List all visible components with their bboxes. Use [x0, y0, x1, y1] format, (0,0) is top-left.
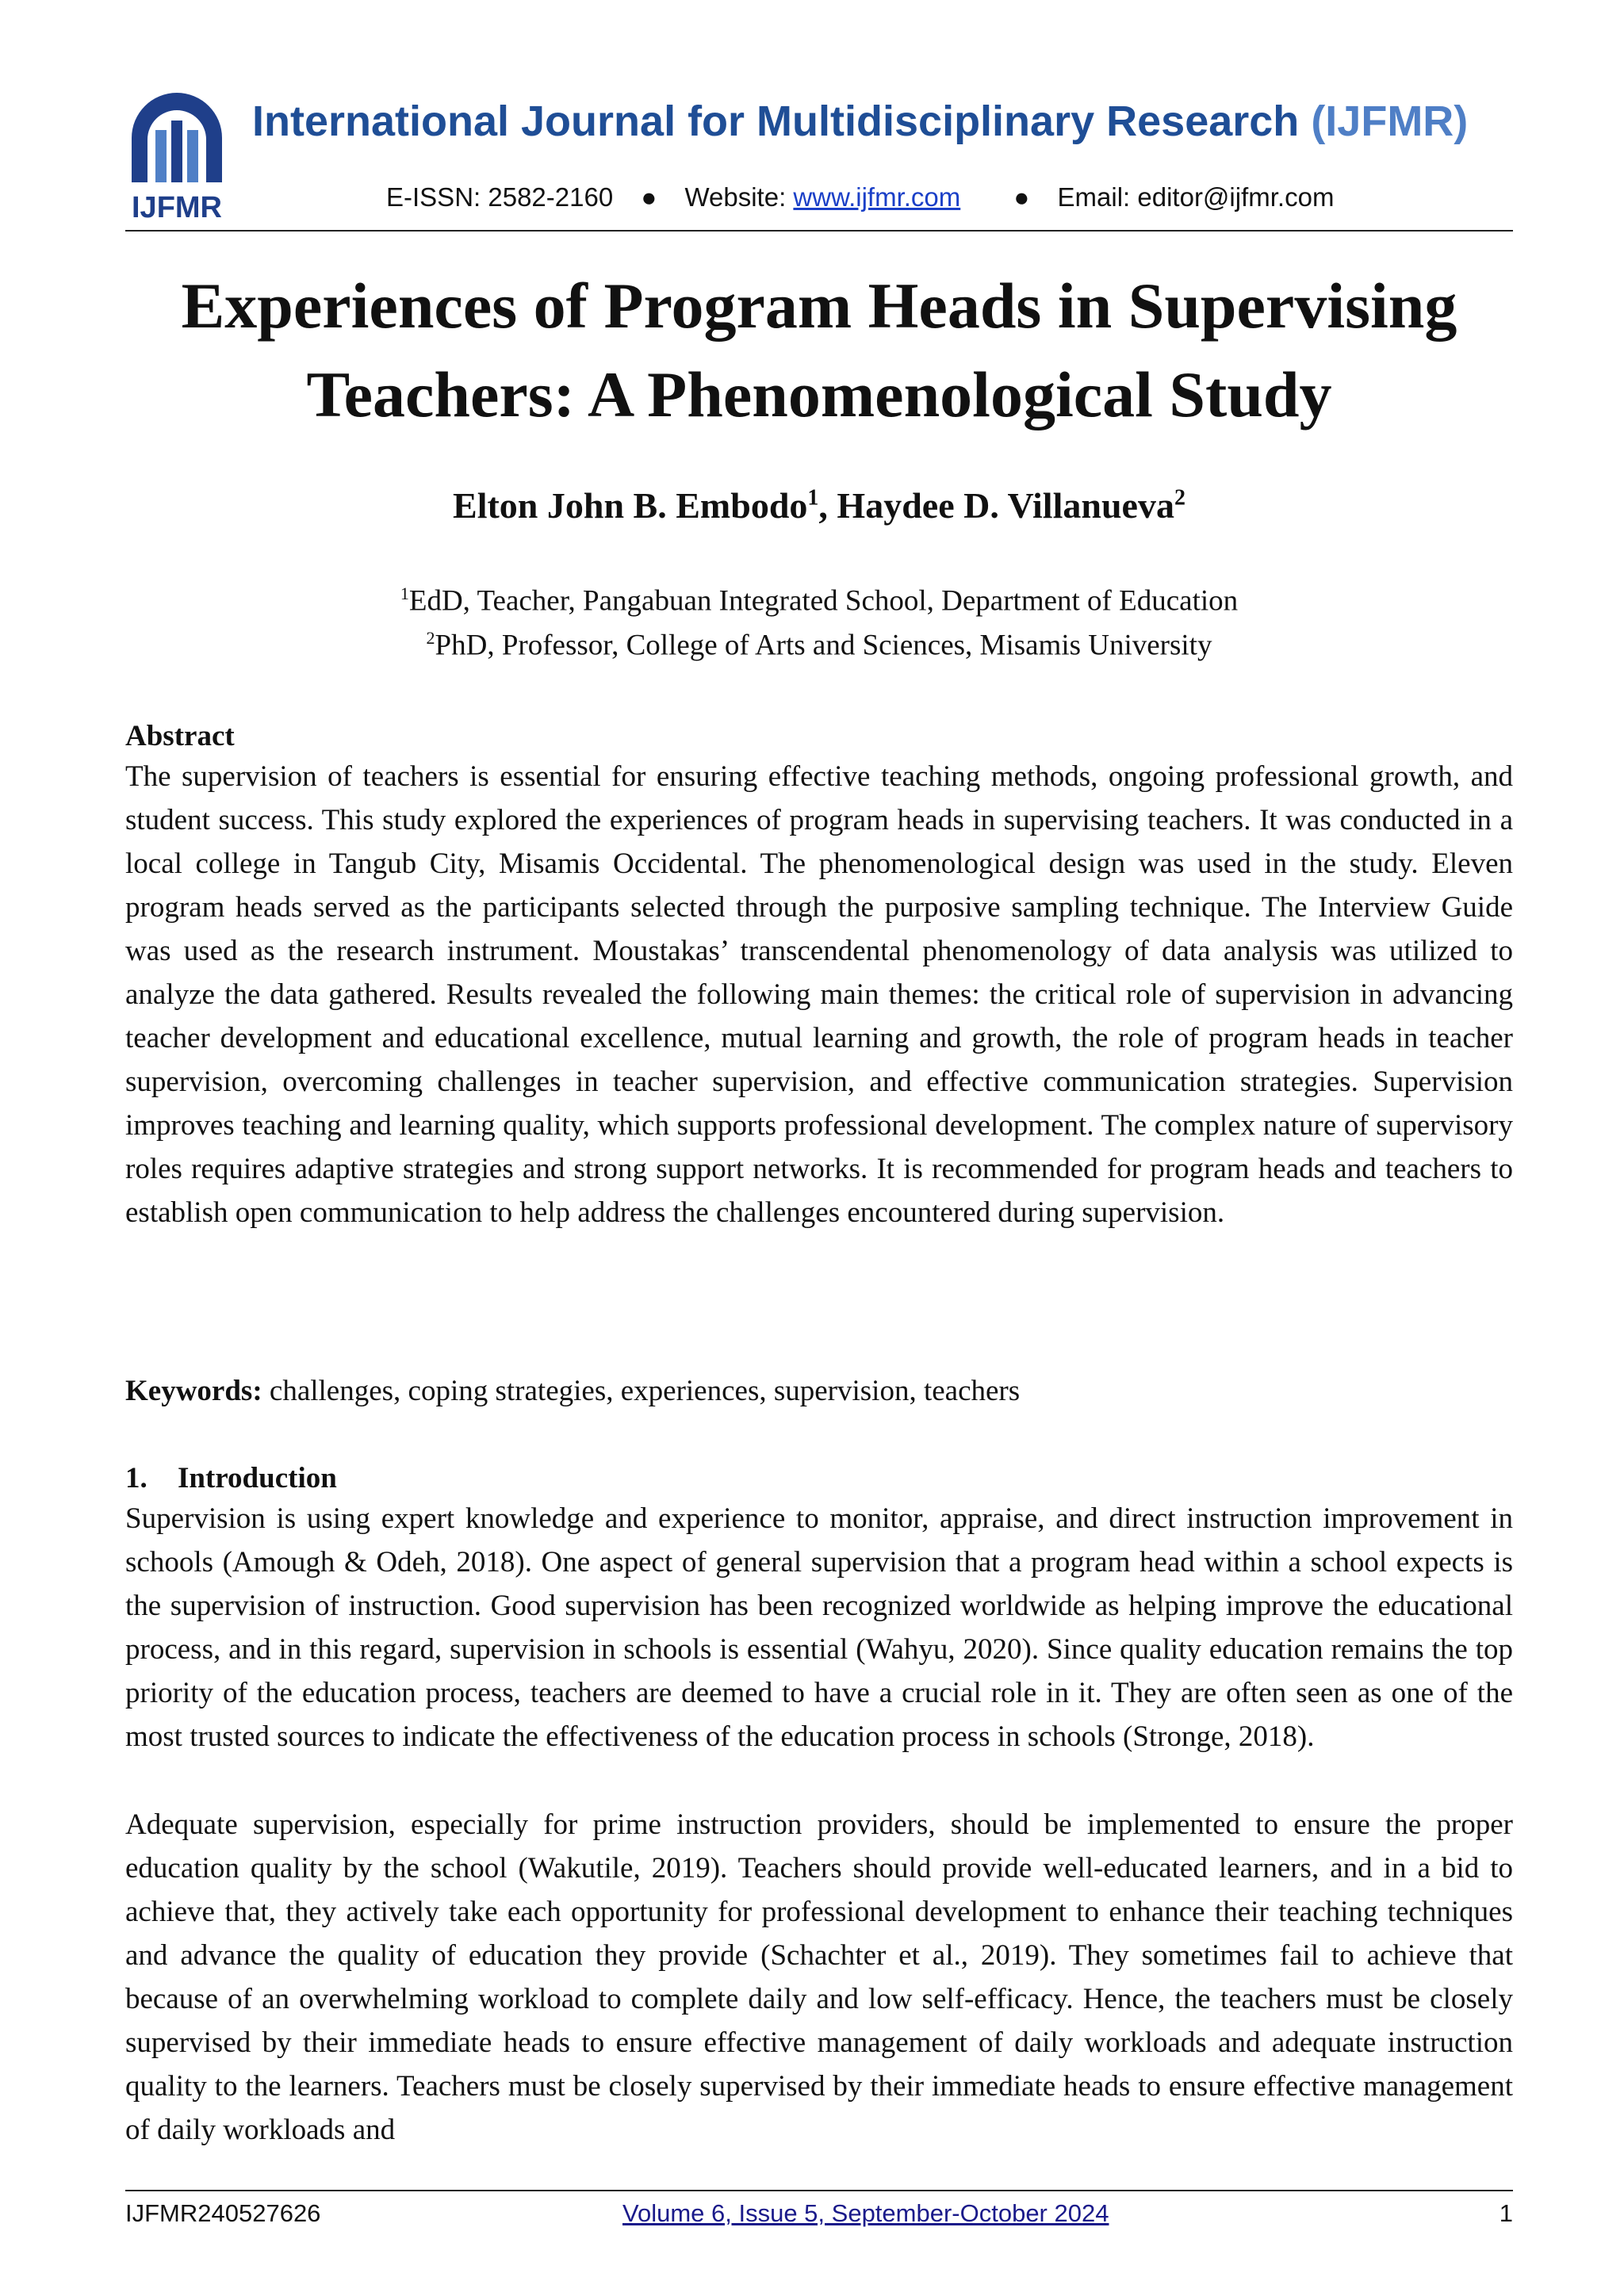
issue-link[interactable]: Volume 6, Issue 5, September-October 2024	[622, 2199, 1109, 2227]
author-list	[125, 484, 1513, 527]
separator-dot: ●	[1013, 182, 1030, 212]
separator-dot: ●	[641, 182, 657, 212]
affiliation-2	[125, 629, 1513, 660]
abstract-heading: Abstract	[125, 720, 235, 752]
abstract-body: The supervision of teachers is essential for ensuring effective teaching methods, ongoing professional growth, and student success. This study explored the experiences of program heads in supervising teachers. It was conducted in a local college in Tangub City, Misamis Occidental. The phenomenological design was used in the study. Eleven program heads served as the participants selected through the purposive sampling technique. The Interview Guide was used as the research instrument. Moustakas’ transcendental phenomenology of data analysis was utilized to analyze the data gathered. Results revealed the following main themes: the critical role of supervision in advancing teacher development and educational excellence, mutual learning and growth, the role of program heads in teacher supervision, overcoming challenges in teacher supervision, and effective communication strategies. Supervision improves teaching and learning quality, which supports professional development. The complex nature of supervisory roles requires adaptive strategies and strong support networks. It is recommended for program heads and teachers to establish open communication to help address the challenges encountered during supervision.	[125, 760, 1513, 1229]
keywords-label: Keywords:	[125, 1375, 262, 1407]
ijfmr-logo	[125, 89, 228, 224]
issn: E-ISSN: 2582-2160	[386, 182, 614, 212]
website-label: Website:	[684, 182, 787, 212]
keywords	[125, 1376, 1513, 1406]
affiliation-1-superscript: 1	[400, 584, 409, 603]
website-link[interactable]: www.ijfmr.com	[793, 182, 961, 212]
journal-abbreviation: (IJFMR)	[1311, 98, 1469, 145]
paper-title-line-1: Experiences of Program Heads in Supervising	[181, 270, 1457, 342]
journal-title	[252, 100, 1521, 143]
header-divider	[125, 230, 1513, 232]
introduction-paragraph-1: Supervision is using expert knowledge and experience to monitor, appraise, and direct instruction improvement in schools (Amough & Odeh, 2018). One aspect of general supervision that a program head within a school expects is the supervision of instruction. Good supervision has been recognized worldwide as helping improve the educational process, and in this regard, supervision in schools is essential (Wahyu, 2020). Since quality education remains the top priority of the education process, teachers are deemed to have a crucial role in it. They are often seen as one of the most trusted sources to indicate the effectiveness of the education process in schools (Stronge, 2018).	[125, 1502, 1513, 1753]
email: Email: editor@ijfmr.com	[1057, 182, 1335, 212]
author-separator: ,	[818, 485, 837, 526]
introduction-heading	[125, 1464, 337, 1493]
section-number: 1.	[125, 1462, 147, 1494]
affiliation-2-superscript: 2	[426, 628, 435, 648]
journal-name: International Journal for Multidisciplinary Research	[252, 98, 1300, 145]
affiliation-2-text: PhD, Professor, College of Arts and Sciences, Misamis University	[435, 629, 1212, 662]
section-title: Introduction	[178, 1462, 337, 1494]
paper-id: IJFMR240527626	[125, 2199, 321, 2227]
ijfmr-logo-graphic	[125, 89, 228, 224]
keywords-text: challenges, coping strategies, experiences, supervision, teachers	[262, 1375, 1021, 1407]
paper-title	[125, 262, 1513, 439]
footer-divider	[125, 2190, 1513, 2191]
page-number: 1	[1499, 2199, 1513, 2227]
author-2-superscript: 2	[1174, 485, 1185, 511]
author-1-superscript: 1	[807, 485, 819, 511]
affiliation-1	[125, 584, 1513, 618]
introduction-paragraph-2: Adequate supervision, especially for prime instruction providers, should be implemented to ensure the proper education quality by the school (Wakutile, 2019). Teachers should provide well-educated learners, and in a bid to achieve that, they actively take each opportunity for professional development to enhance their teaching techniques and advance the quality of education they provide (Schachter et al., 2019). They sometimes fail to achieve that because of an overwhelming workload to complete daily and low self-efficacy. Hence, the teachers must be closely supervised by their immediate heads to ensure effective management of daily workloads and adequate instruction quality to the learners. Teachers must be closely supervised by their immediate heads to ensure effective management of daily workloads and	[125, 1808, 1513, 2146]
author-2: Haydee D. Villanueva	[837, 485, 1174, 526]
affiliation-1-text: EdD, Teacher, Pangabuan Integrated School, Department of Education	[408, 584, 1239, 618]
logo-wordmark: IJFMR	[132, 191, 222, 224]
paper-title-line-2: Teachers: A Phenomenological Study	[306, 358, 1332, 430]
author-1: Elton John B. Embodo	[453, 485, 808, 526]
journal-meta-line	[386, 184, 1528, 210]
